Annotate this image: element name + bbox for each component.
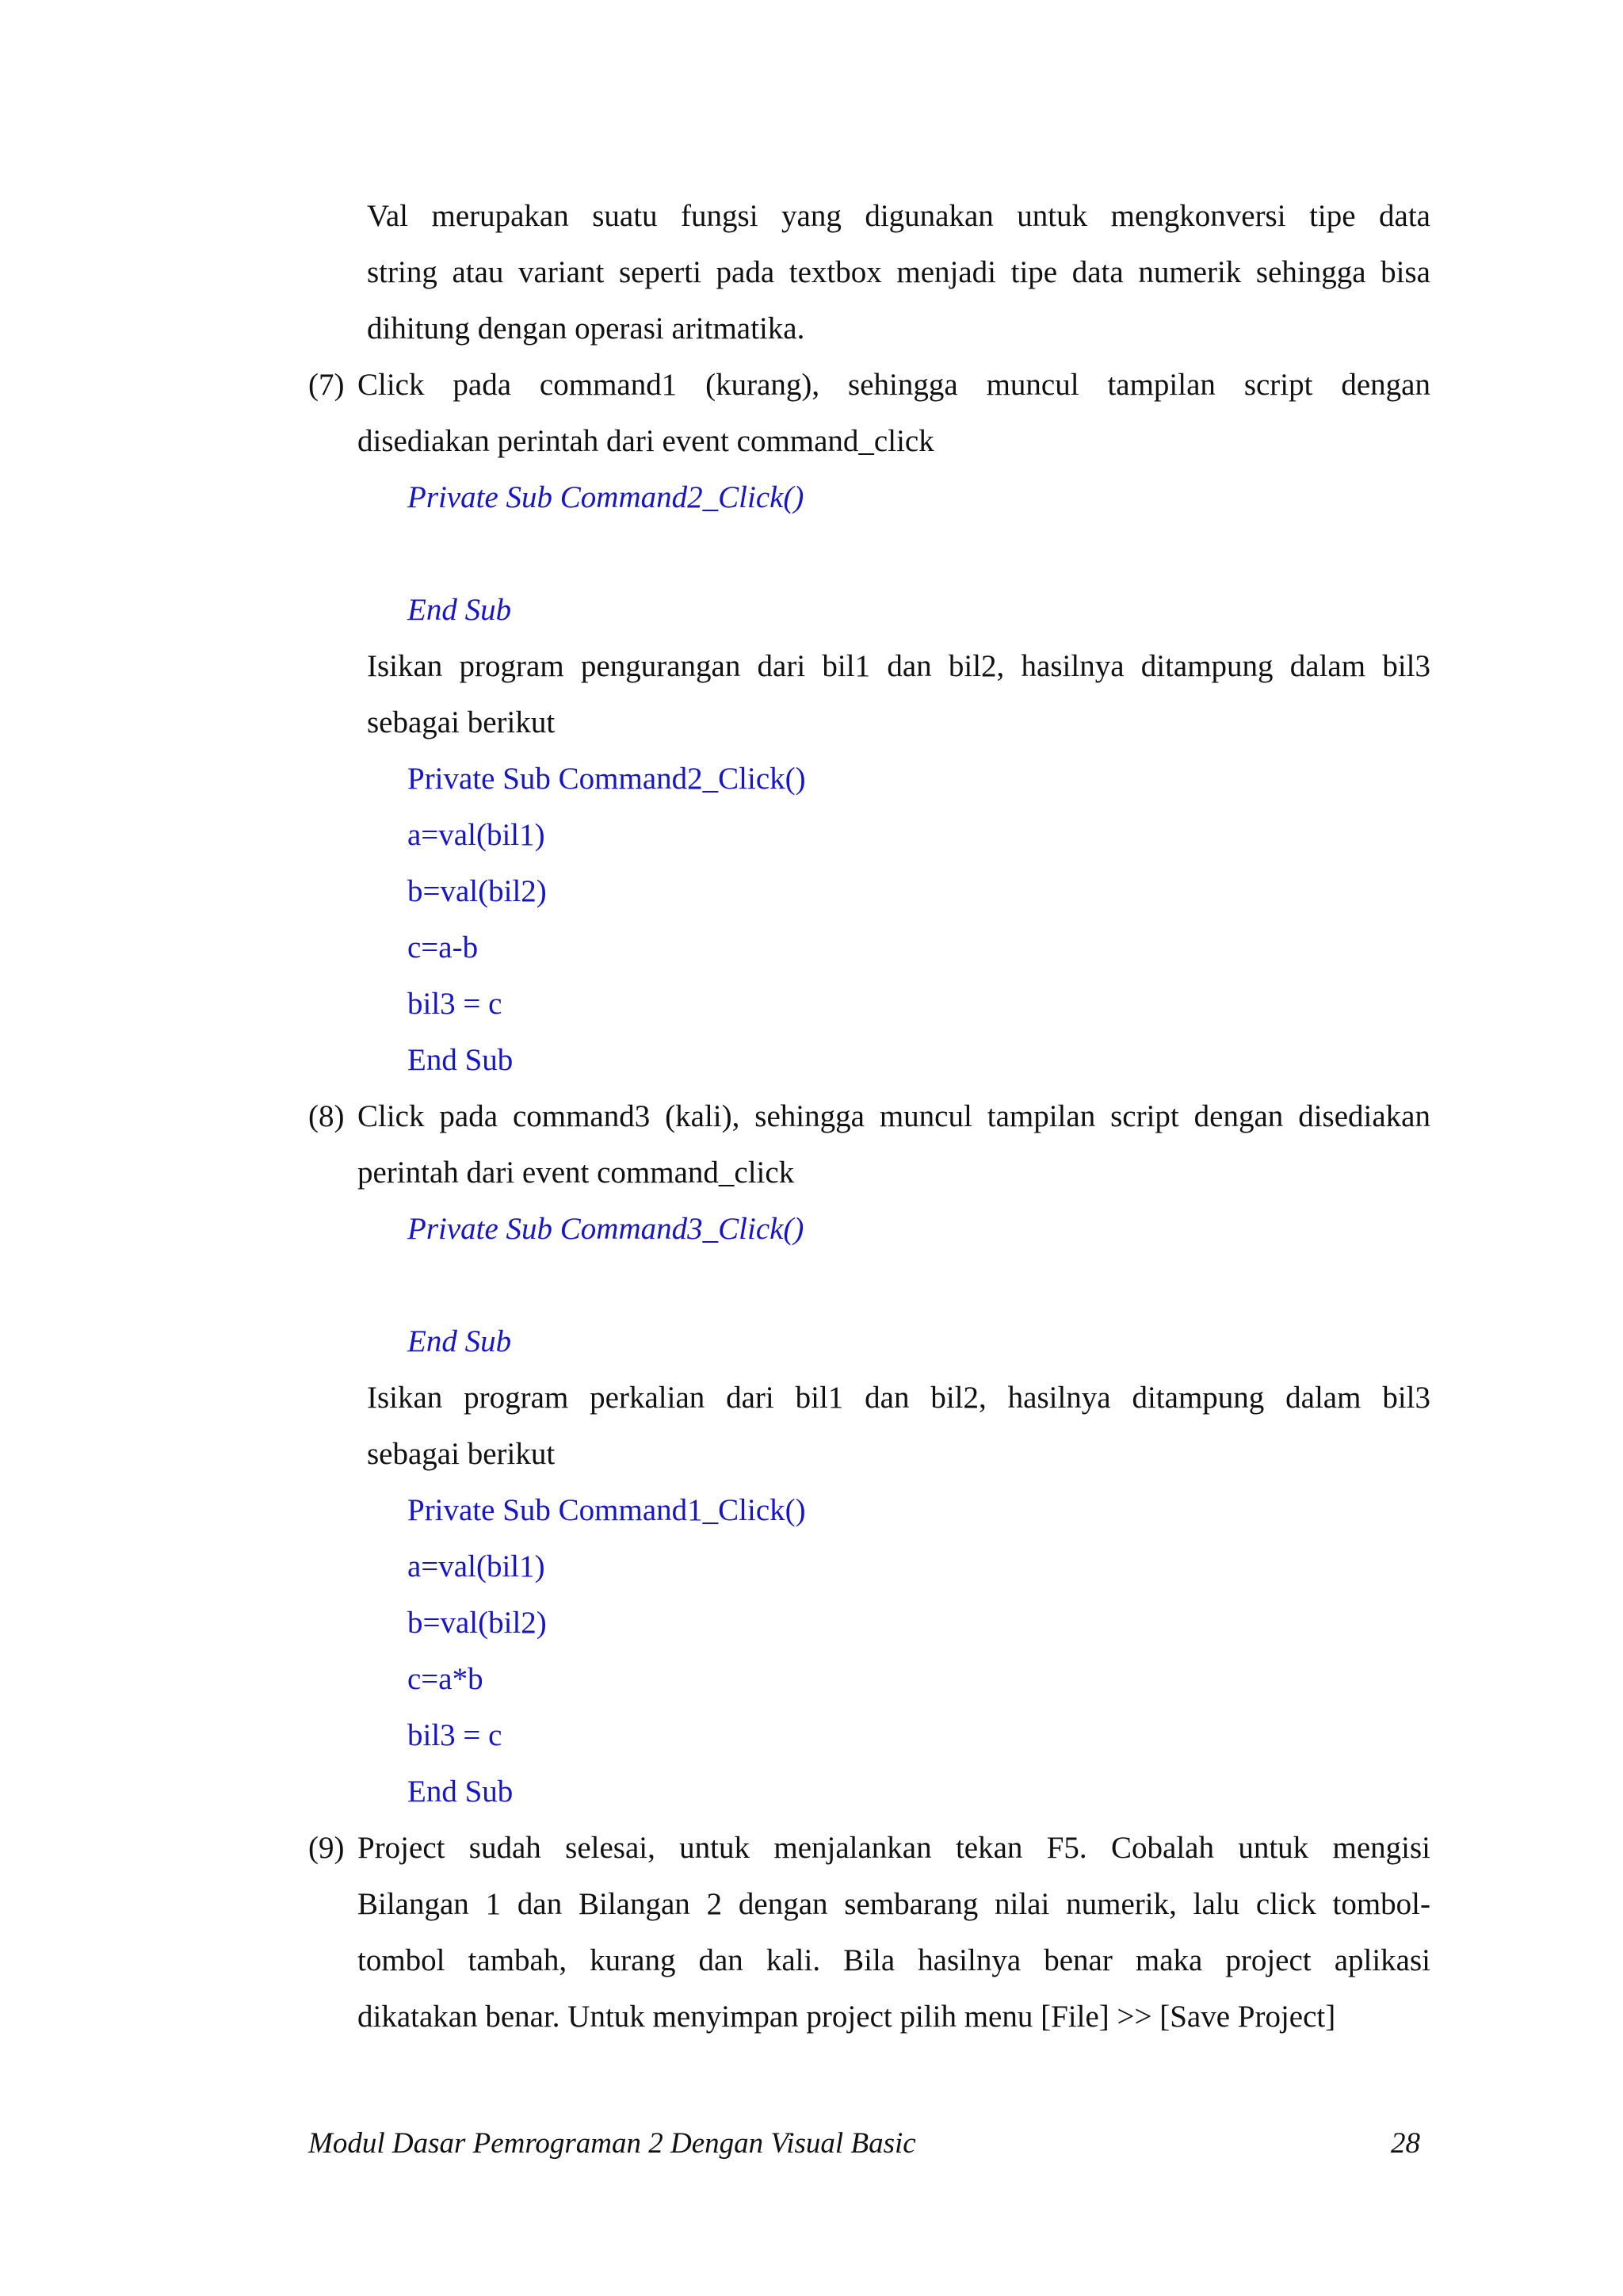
step-8-number: (8) [308,1099,345,1133]
step-9-line-4: dikatakan benar. Untuk menyimpan project pilih menu [File] >> [Save Project] [357,2000,1336,2034]
step-9-number: (9) [308,1831,345,1865]
step-7-number: (7) [308,368,345,402]
val-paragraph-line-3: dihitung dengan operasi aritmatika. [367,311,805,346]
step-7-code-line: End Sub [407,1043,514,1077]
step-7-code-line: b=val(bil2) [407,874,547,908]
step-8-instruction-line-2: sebagai berikut [367,1437,556,1471]
step-8-template-end: End Sub [407,1324,512,1358]
footer-title: Modul Dasar Pemrograman 2 Dengan Visual Basic [308,2127,916,2160]
val-paragraph-line-2: string atau variant seperti pada textbox menjadi tipe data numerik sehingga bisa [367,255,1430,289]
step-8-instruction-line-1: Isikan program perkalian dari bil1 dan bil2, hasilnya ditampung dalam bil3 [367,1381,1430,1415]
step-7-template-start: Private Sub Command2_Click() [407,480,804,514]
step-9-line-2: Bilangan 1 dan Bilangan 2 dengan sembarang nilai numerik, lalu click tombol- [357,1887,1430,1921]
step-7-code-line: Private Sub Command2_Click() [407,762,806,796]
step-8-code-line: Private Sub Command1_Click() [407,1493,806,1527]
step-7-code-line: a=val(bil1) [407,818,545,852]
step-8-line-1: Click pada command3 (kali), sehingga muncul tampilan script dengan disediakan [357,1099,1430,1133]
page-number: 28 [1391,2127,1420,2160]
step-8-code-line: c=a*b [407,1662,483,1696]
step-7-line-1: Click pada command1 (kurang), sehingga muncul tampilan script dengan [357,368,1430,402]
step-9-line-1: Project sudah selesai, untuk menjalankan tekan F5. Cobalah untuk mengisi [357,1831,1430,1865]
step-7-instruction-line-1: Isikan program pengurangan dari bil1 dan bil2, hasilnya ditampung dalam bil3 [367,649,1430,683]
step-8-line-2: perintah dari event command_click [357,1156,795,1190]
step-8-code-line: bil3 = c [407,1718,502,1752]
step-7-code-line: bil3 = c [407,987,502,1021]
step-7-template-end: End Sub [407,593,512,627]
step-8-code-line: a=val(bil1) [407,1549,545,1584]
step-8-template-start: Private Sub Command3_Click() [407,1212,804,1246]
step-7-line-2: disediakan perintah dari event command_click [357,424,934,458]
step-9-line-3: tombol tambah, kurang dan kali. Bila hasilnya benar maka project aplikasi [357,1943,1430,1977]
step-7-instruction-line-2: sebagai berikut [367,705,556,739]
step-7-code-line: c=a-b [407,930,479,965]
val-paragraph-line-1: Val merupakan suatu fungsi yang digunakan untuk mengkonversi tipe data [367,199,1430,233]
step-8-code-line: End Sub [407,1775,514,1809]
step-8-code-line: b=val(bil2) [407,1606,547,1640]
